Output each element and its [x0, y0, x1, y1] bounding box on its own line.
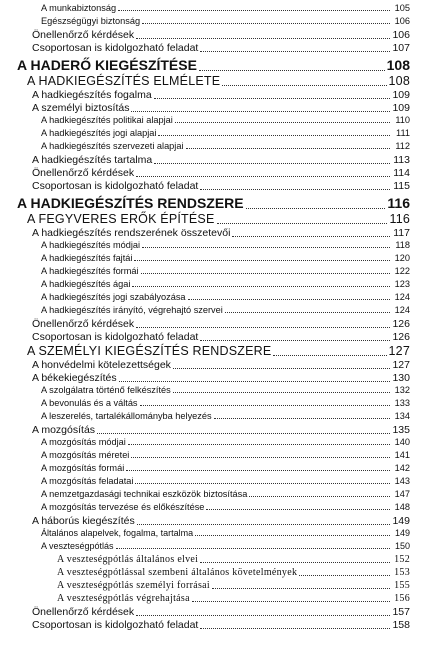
toc-entry	[41, 3, 410, 13]
leader-dots	[175, 122, 390, 123]
toc-entry-title: A mozgósítás	[32, 424, 96, 436]
toc-entry-title: A hadkiegészítés szervezeti alapjai	[41, 141, 184, 151]
toc-entry-title: A nemzetgazdasági technikai eszközök biztosítása	[41, 489, 248, 499]
leader-dots	[173, 392, 390, 393]
leader-dots	[136, 176, 390, 177]
toc-entry	[41, 16, 410, 26]
toc-entry-page: 108	[388, 74, 410, 88]
leader-dots	[97, 433, 390, 434]
leader-dots	[199, 70, 385, 71]
leader-dots	[200, 562, 390, 563]
toc-section	[27, 74, 410, 88]
toc-entry	[32, 359, 410, 371]
leader-dots	[188, 299, 390, 300]
toc-entry	[41, 411, 410, 421]
toc-entry-title: Önellenőrző kérdések	[32, 606, 135, 618]
leader-dots	[154, 163, 390, 164]
toc-entry	[32, 167, 410, 179]
leader-dots	[132, 286, 390, 287]
toc-entry	[41, 141, 410, 151]
toc-entry-page: 112	[395, 141, 410, 151]
toc-entry-page: 126	[392, 318, 410, 330]
toc-entry-page: 140	[394, 437, 410, 447]
leader-dots	[135, 483, 390, 484]
toc-entry	[41, 541, 410, 551]
toc-entry-title: A mozgósítás tervezése és előkészítése	[41, 502, 205, 512]
leader-dots	[136, 38, 390, 39]
toc-entry-title: A háborús kiegészítés	[32, 515, 135, 527]
toc-entry-page: 142	[394, 463, 410, 473]
toc-entry	[57, 593, 410, 604]
toc-entry-page: 108	[386, 57, 410, 73]
toc-entry-page: 130	[392, 372, 410, 384]
toc-entry-title: A hadkiegészítés rendszerének összetevői	[32, 227, 231, 239]
toc-entry-page: 133	[394, 398, 410, 408]
toc-entry-title: Önellenőrző kérdések	[32, 318, 135, 330]
toc-entry-title: A békekiegészítés	[32, 372, 117, 384]
toc-entry-page: 149	[394, 528, 410, 538]
toc-entry	[32, 619, 410, 631]
toc-entry-page: 109	[392, 102, 410, 114]
toc-entry-page: 157	[392, 606, 410, 618]
toc-entry-title: A mozgósítás módjai	[41, 437, 126, 447]
toc-entry-title: A HADKIEGÉSZÍTÉS RENDSZERE	[17, 195, 244, 211]
toc-entry-page: 109	[392, 89, 410, 101]
leader-dots	[200, 628, 390, 629]
toc-entry-page: 122	[394, 266, 410, 276]
leader-dots	[116, 548, 390, 549]
toc-entry-page: 113	[393, 154, 410, 166]
toc-entry	[41, 115, 410, 125]
toc-entry-page: 126	[392, 331, 410, 343]
toc-entry	[41, 128, 410, 138]
leader-dots	[246, 208, 386, 209]
toc-entry-title: A bevonulás és a váltás	[41, 398, 138, 408]
leader-dots	[137, 524, 390, 525]
toc-entry-page: 117	[393, 227, 410, 239]
leader-dots	[173, 368, 390, 369]
toc-entry-page: 148	[394, 502, 410, 512]
leader-dots	[154, 98, 390, 99]
toc-entry-title: A veszteségpótlás személyi forrásai	[57, 580, 210, 591]
toc-entry	[41, 292, 410, 302]
toc-entry	[41, 437, 410, 447]
leader-dots	[128, 444, 390, 445]
toc-entry-page: 124	[394, 305, 410, 315]
toc-entry-title: A hadkiegészítés tartalma	[32, 154, 153, 166]
toc-entry-page: 127	[388, 344, 410, 358]
toc-entry-title: A személyi biztosítás	[32, 102, 130, 114]
leader-dots	[232, 236, 390, 237]
toc-entry	[32, 318, 410, 330]
toc-entry-title: Általános alapelvek, fogalma, tartalma	[41, 528, 194, 538]
toc-entry-title: A HADKIEGÉSZÍTÉS ELMÉLETE	[27, 74, 221, 88]
toc-entry-page: 149	[392, 515, 410, 527]
toc-entry	[41, 463, 410, 473]
leader-dots	[212, 588, 390, 589]
toc-entry-title: A hadkiegészítés ágai	[41, 279, 131, 289]
toc-entry-page: 106	[394, 16, 410, 26]
leader-dots	[118, 10, 390, 11]
toc-entry	[32, 515, 410, 527]
toc-section	[27, 344, 410, 358]
toc-entry	[32, 424, 410, 436]
toc-entry	[32, 180, 410, 192]
toc-entry-page: 141	[394, 450, 410, 460]
toc-entry	[41, 253, 410, 263]
toc-entry	[57, 554, 410, 565]
toc-entry-title: A hadkiegészítés formái	[41, 266, 139, 276]
toc-entry	[41, 305, 410, 315]
toc-entry	[57, 567, 410, 578]
toc-entry-title: Önellenőrző kérdések	[32, 29, 135, 41]
toc-entry-page: 111	[396, 128, 410, 138]
toc-entry-page: 153	[394, 567, 410, 578]
leader-dots	[200, 340, 390, 341]
toc-entry-title: A veszteségpótlás	[41, 541, 114, 551]
toc-entry	[41, 476, 410, 486]
toc-entry-title: A mozgósítás formái	[41, 463, 125, 473]
toc-entry	[41, 266, 410, 276]
toc-entry-title: A hadkiegészítés jogi szabályozása	[41, 292, 186, 302]
toc-entry-title: A honvédelmi kötelezettségek	[32, 359, 171, 371]
toc-chapter	[17, 195, 410, 211]
leader-dots	[200, 189, 390, 190]
leader-dots	[141, 273, 390, 274]
leader-dots	[126, 470, 390, 471]
toc-entry-page: 106	[392, 29, 410, 41]
leader-dots	[158, 135, 390, 136]
leader-dots	[142, 247, 390, 248]
toc-entry	[32, 29, 410, 41]
toc-entry	[57, 580, 410, 591]
toc-entry-page: 135	[392, 424, 410, 436]
toc-entry-page: 118	[395, 240, 410, 250]
leader-dots	[186, 148, 391, 149]
toc-entry-title: A hadkiegészítés politikai alapjai	[41, 115, 173, 125]
leader-dots	[200, 51, 390, 52]
toc-entry-page: 134	[394, 411, 410, 421]
toc-chapter	[17, 57, 410, 73]
toc-entry-page: 114	[393, 167, 410, 179]
leader-dots	[206, 509, 390, 510]
toc-entry-page: 123	[394, 279, 410, 289]
toc-entry	[41, 502, 410, 512]
leader-dots	[273, 355, 386, 356]
toc-entry-title: Csoportosan is kidolgozható feladat	[32, 180, 199, 192]
toc-entry-title: A hadkiegészítés irányító, végrehajtó szervei	[41, 305, 223, 315]
toc-entry-page: 127	[392, 359, 410, 371]
leader-dots	[222, 85, 386, 86]
leader-dots	[217, 223, 388, 224]
leader-dots	[136, 327, 390, 328]
toc-entry-title: A veszteségpótlással szembeni általános követelmények	[57, 567, 298, 578]
toc-entry	[32, 372, 410, 384]
toc-entry-page: 116	[387, 195, 410, 211]
toc-entry-page: 120	[394, 253, 410, 263]
toc-entry-page: 115	[393, 180, 410, 192]
leader-dots	[131, 111, 390, 112]
toc-section	[27, 212, 410, 226]
toc-entry	[41, 450, 410, 460]
toc-entry-title: A hadkiegészítés fogalma	[32, 89, 152, 101]
toc-entry-title: A hadkiegészítés módjai	[41, 240, 141, 250]
toc-entry-title: Csoportosan is kidolgozható feladat	[32, 42, 199, 54]
toc-entry-page: 155	[394, 580, 410, 591]
toc-entry-page: 143	[394, 476, 410, 486]
leader-dots	[225, 312, 390, 313]
toc-entry-title: A mozgósítás feladatai	[41, 476, 134, 486]
toc-entry	[41, 489, 410, 499]
toc-entry-page: 147	[394, 489, 410, 499]
toc-entry	[32, 606, 410, 618]
toc-entry	[32, 154, 410, 166]
toc-entry-title: A SZEMÉLYI KIEGÉSZÍTÉS RENDSZERE	[27, 344, 272, 358]
leader-dots	[136, 615, 390, 616]
toc-entry-title: A hadkiegészítés fajtái	[41, 253, 133, 263]
toc-entry-page: 124	[394, 292, 410, 302]
toc-entry	[41, 240, 410, 250]
toc-entry-page: 158	[392, 619, 410, 631]
toc-entry-title: A hadkiegészítés jogi alapjai	[41, 128, 157, 138]
toc-entry	[32, 89, 410, 101]
toc-entry	[32, 42, 410, 54]
leader-dots	[119, 381, 390, 382]
toc-entry-title: A HADERŐ KIEGÉSZÍTÉSE	[17, 57, 197, 73]
toc-entry	[32, 227, 410, 239]
leader-dots	[214, 418, 390, 419]
toc-entry	[32, 102, 410, 114]
toc-entry	[41, 279, 410, 289]
toc-entry-title: A veszteségpótlás végrehajtása	[57, 593, 190, 604]
toc-entry-page: 152	[394, 554, 410, 565]
toc-entry	[41, 528, 410, 538]
leader-dots	[140, 405, 390, 406]
leader-dots	[142, 23, 390, 24]
leader-dots	[249, 496, 390, 497]
toc-entry-page: 132	[394, 385, 410, 395]
toc-entry-title: Önellenőrző kérdések	[32, 167, 135, 179]
leader-dots	[134, 260, 390, 261]
toc-entry-title: Egészségügyi biztonság	[41, 16, 141, 26]
toc-entry-title: A munkabiztonság	[41, 3, 117, 13]
leader-dots	[195, 535, 390, 536]
toc-entry-title: A leszerelés, tartalékállományba helyezés	[41, 411, 212, 421]
toc-entry	[32, 331, 410, 343]
leader-dots	[192, 601, 390, 602]
toc-entry-title: Csoportosan is kidolgozható feladat	[32, 619, 199, 631]
leader-dots	[299, 575, 390, 576]
toc-entry-title: A szolgálatra történő felkészítés	[41, 385, 171, 395]
toc-entry-title: A FEGYVERES ERŐK ÉPÍTÉSE	[27, 212, 215, 226]
toc-entry-page: 107	[392, 42, 410, 54]
toc-entry-page: 150	[394, 541, 410, 551]
toc-entry-page: 116	[389, 212, 410, 226]
toc-entry	[41, 398, 410, 408]
toc-entry-page: 110	[395, 115, 410, 125]
toc-entry	[41, 385, 410, 395]
toc-entry-title: A mozgósítás méretei	[41, 450, 130, 460]
toc-entry-page: 105	[394, 3, 410, 13]
leader-dots	[131, 457, 390, 458]
toc-entry-page: 156	[394, 593, 410, 604]
toc-entry-title: A veszteségpótlás általános elvei	[57, 554, 199, 565]
toc-entry-title: Csoportosan is kidolgozható feladat	[32, 331, 199, 343]
